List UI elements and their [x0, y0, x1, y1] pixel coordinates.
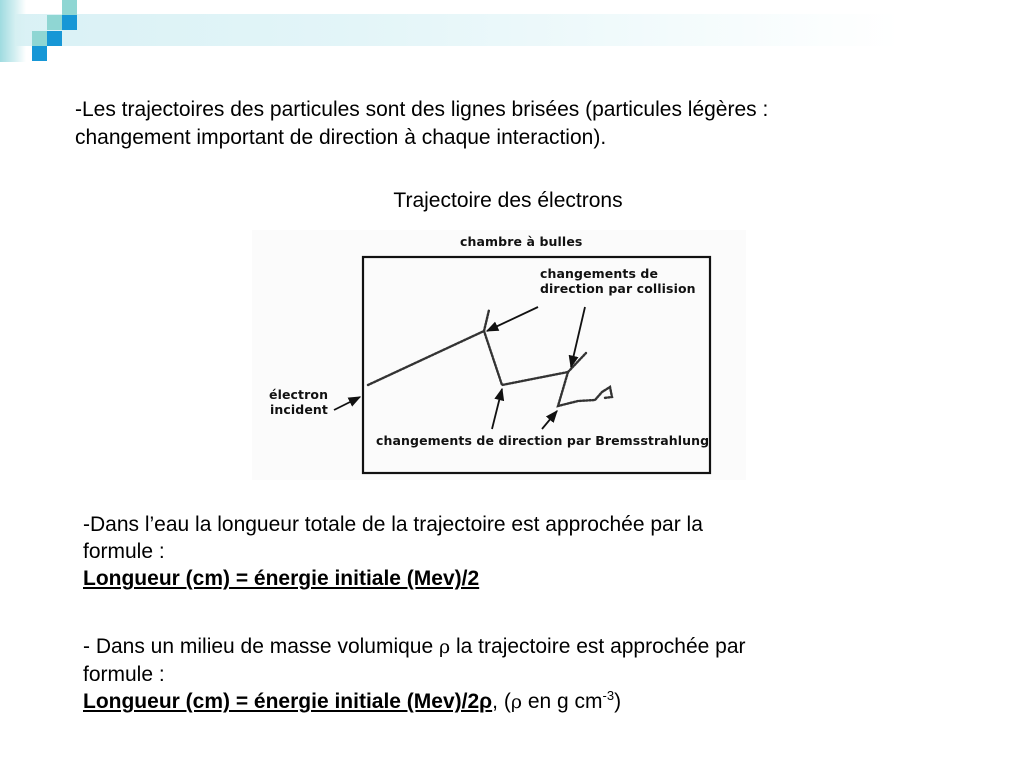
formula-water: Longueur (cm) = énergie initiale (Mev)/2	[83, 567, 480, 590]
header-square	[62, 15, 77, 30]
incident-label-line: incident	[270, 402, 328, 417]
text: )	[614, 690, 622, 713]
header-square	[47, 31, 62, 46]
text: - Dans un milieu de masse volumique	[83, 635, 439, 658]
figure-title: Trajectoire des électrons	[393, 189, 623, 212]
paragraph-line: -Les trajectoires des particules sont des lignes brisées (particules légères :	[75, 98, 769, 121]
paragraph-line: formule :	[83, 540, 165, 563]
bubble-chamber-figure	[252, 230, 746, 480]
header-square	[32, 31, 47, 46]
paragraph-trajectories	[75, 96, 768, 152]
collision-label-line: direction par collision	[540, 281, 696, 296]
paragraph-line: -Dans l’eau la longueur totale de la trajectoire est approchée par la	[83, 513, 703, 536]
collision-label-line: changements de	[540, 266, 659, 281]
paragraph-water	[83, 511, 703, 592]
incident-electron-label	[269, 387, 328, 417]
header-fade	[0, 0, 26, 62]
chamber-label: chambre à bulles	[460, 234, 583, 249]
paragraph-line: formule :	[83, 663, 165, 686]
incident-label-line: électron	[269, 387, 329, 402]
bremsstrahlung-label: changements de direction par Bremsstrahlung	[376, 433, 710, 448]
header-square	[47, 15, 62, 30]
rho-symbol: ρ	[510, 691, 522, 713]
text: , (	[492, 690, 511, 713]
paragraph-medium	[83, 633, 746, 716]
header-band	[0, 14, 900, 46]
exponent: -3	[602, 688, 615, 703]
formula-medium: Longueur (cm) = énergie initiale (Mev)/2ρ	[83, 690, 493, 713]
header-square	[62, 0, 77, 15]
paragraph-line: changement important de direction à chaque interaction).	[75, 126, 607, 149]
header-square	[32, 46, 47, 61]
collision-label	[540, 266, 696, 296]
formula-line	[83, 688, 746, 716]
text: en g cm	[522, 690, 603, 713]
paragraph-line	[83, 633, 746, 661]
rho-symbol: ρ	[439, 636, 451, 658]
text: la trajectoire est approchée par	[450, 635, 746, 658]
